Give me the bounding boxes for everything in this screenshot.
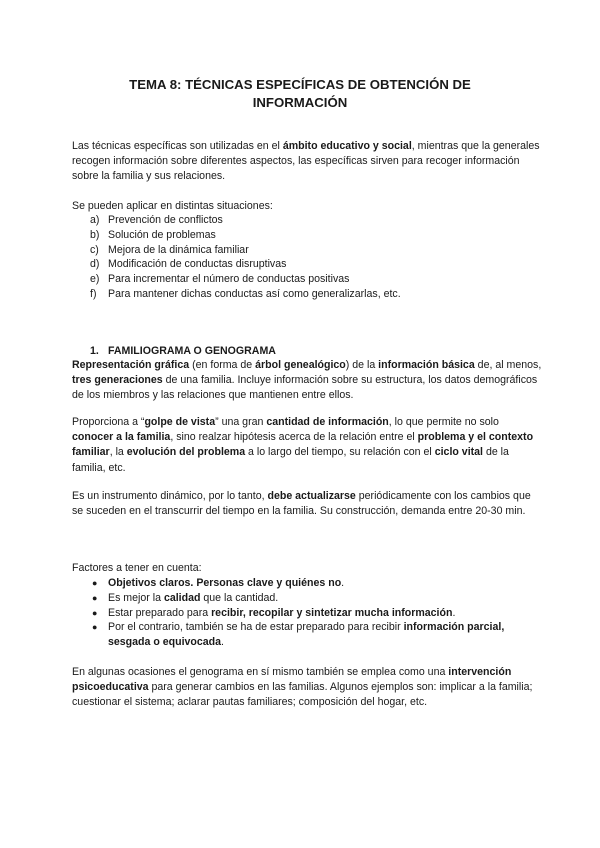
document-title — [60, 76, 540, 112]
situations-intro: Se pueden aplicar en distintas situaciones: — [72, 200, 273, 212]
list-item: c) Mejora de la dinámica familiar — [90, 243, 249, 256]
paragraph-benefits: Proporciona a “golpe de vista” una gran cantidad de información, lo que permite no solo conocer a la familia, sino realzar hipótesis acerca de la relación entre el problema y el contexto familiar, la evolución del problema a lo largo del tiempo, su relación con el ciclo vital de la familia, etc. — [72, 416, 534, 474]
factors-intro: Factores a tener en cuenta: — [72, 562, 202, 574]
list-item: a) Prevención de conflictos — [90, 214, 223, 226]
situations-list — [72, 213, 542, 302]
list-item: d) Modificación de conductas disruptivas — [90, 258, 287, 271]
intro-paragraph: Las técnicas específicas son utilizadas en el ámbito educativo y social, mientras que la generales recogen información sobre diferentes aspectos, las específicas sirven para recoger información sobre la familia y sus relaciones. — [72, 140, 540, 183]
paragraph-dynamic: Es un instrumento dinámico, por lo tanto, debe actualizarse periódicamente con los cambios que se suceden en el transcurrir del tiempo en la familia. Su construcción, demanda entre 20-30 min. — [72, 490, 531, 518]
title-line-1: TEMA 8: TÉCNICAS ESPECÍFICAS DE OBTENCIÓN DE — [129, 77, 471, 92]
bullet-icon: ● — [92, 607, 98, 618]
list-item: e) Para incrementar el número de conductas positivas — [90, 273, 350, 286]
list-item: ● Estar preparado para recibir, recopilar y sintetizar mucha información. — [92, 606, 456, 619]
list-item: ● Por el contrario, también se ha de estar preparado para recibir información parcial, sesgada o equivocada. — [92, 621, 505, 649]
section-title: FAMILIOGRAMA O GENOGRAMA — [108, 345, 276, 357]
section-heading — [72, 344, 276, 359]
paragraph-definition: Representación gráfica (en forma de árbol genealógico) de la información básica de, al menos, tres generaciones de una familia. Incluye información sobre su estructura, los datos demográficos de los miembros y las relaciones que mantienen entre ellos. — [72, 359, 542, 402]
section-number: 1. — [90, 345, 99, 357]
bullet-icon: ● — [92, 622, 98, 633]
paragraph-intervention: En algunas ocasiones el genograma en sí mismo también se emplea como una intervención psicoeducativa para generar cambios en las familias. Algunos ejemplos son: implicar a la familia; cuestionar el sistema; aclarar pautas familiares; composición del hogar, etc. — [72, 666, 533, 709]
bullet-icon: ● — [92, 578, 98, 588]
list-item: b) Solución de problemas — [90, 228, 216, 241]
list-item: f) Para mantener dichas conductas así como generalizarlas, etc. — [90, 287, 401, 300]
list-item: ● Es mejor la calidad que la cantidad. — [92, 591, 279, 604]
bullet-icon: ● — [92, 592, 98, 603]
title-line-2: INFORMACIÓN — [252, 95, 348, 110]
list-item: ● Objetivos claros. Personas clave y quiénes no. — [92, 577, 345, 589]
factors-list — [72, 576, 542, 650]
